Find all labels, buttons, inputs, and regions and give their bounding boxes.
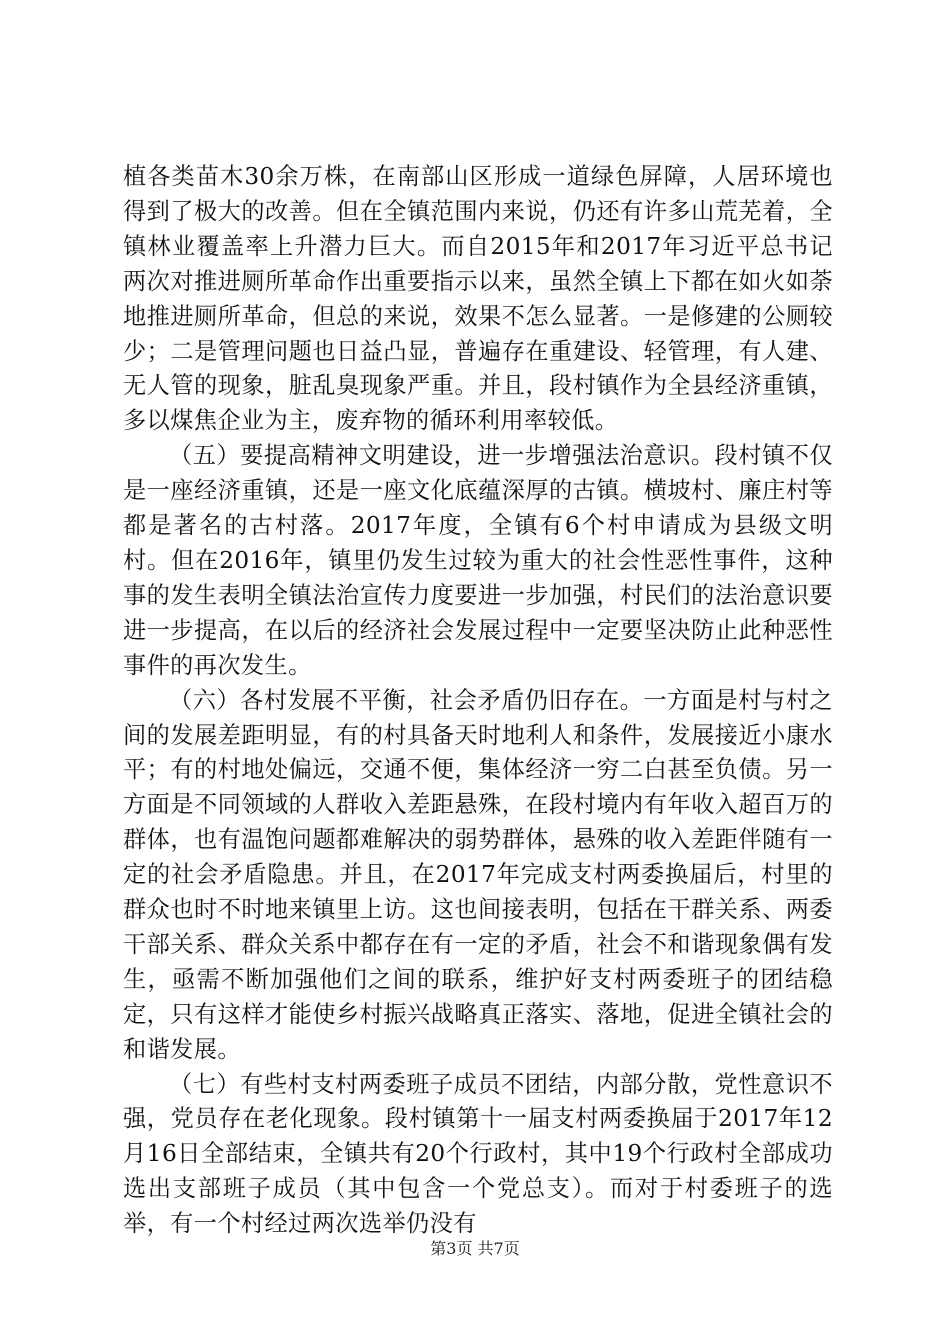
paragraph-section-six: （六）各村发展不平衡，社会矛盾仍旧存在。一方面是村与村之间的发展差距明显，有的村具备天时地利人和条件，发展接近小康水平；有的村地处偏远，交通不便，集体经济一穷二白甚至负债。另一方面是不同领域的人群收入差距悬殊，在段村境内有年收入超百万的群体，也有温饱问题都难解决的弱势群体，悬殊的收入差距伴随有一定的社会矛盾隐患。并且，在2017年完成支村两委换届后，村里的群众也时不时地来镇里上访。这也间接表明，包括在干群关系、两委干部关系、群众关系中都存在有一定的矛盾，社会不和谐现象偶有发生，亟需不断加强他们之间的联系，维护好支村两委班子的团结稳定，只有这样才能使乡村振兴战略真正落实、落地，促进全镇社会的和谐发展。: [123, 686, 833, 1063]
document-body: [123, 160, 833, 1242]
paragraph-section-seven: （七）有些村支村两委班子成员不团结，内部分散，党性意识不强，党员存在老化现象。段村镇第十一届支村两委换届于2017年12月16日全部结束，全镇共有20个行政村，其中19个行政村全部成功选出支部班子成员（其中包含一个党总支）。而对于村委班子的选举，有一个村经过两次选举仍没有: [123, 1070, 833, 1238]
page-footer: 第3页 共7页: [430, 1239, 520, 1258]
paragraph-continuation: 植各类苗木30余万株，在南部山区形成一道绿色屏障，人居环境也得到了极大的改善。但在全镇范围内来说，仍还有许多山荒芜着，全镇林业覆盖率上升潜力巨大。而自2015年和2017年习近平总书记两次对推进厕所革命作出重要指示以来，虽然全镇上下都在如火如荼地推进厕所革命，但总的来说，效果不怎么显著。一是修建的公厕较少；二是管理问题也日益凸显，普遍存在重建设、轻管理，有人建、无人管的现象，脏乱臭现象严重。并且，段村镇作为全县经济重镇，多以煤焦企业为主，废弃物的循环利用率较低。: [123, 163, 833, 435]
paragraph-section-five: （五）要提高精神文明建设，进一步增强法治意识。段村镇不仅是一座经济重镇，还是一座文化底蕴深厚的古镇。横坡村、廉庄村等都是著名的古村落。2017年度，全镇有6个村申请成为县级文明村。但在2016年，镇里仍发生过较为重大的社会性恶性事件，这种事的发生表明全镇法治宣传力度要进一步加强，村民们的法治意识要进一步提高，在以后的经济社会发展过程中一定要坚决防止此种恶性事件的再次发生。: [123, 442, 833, 679]
